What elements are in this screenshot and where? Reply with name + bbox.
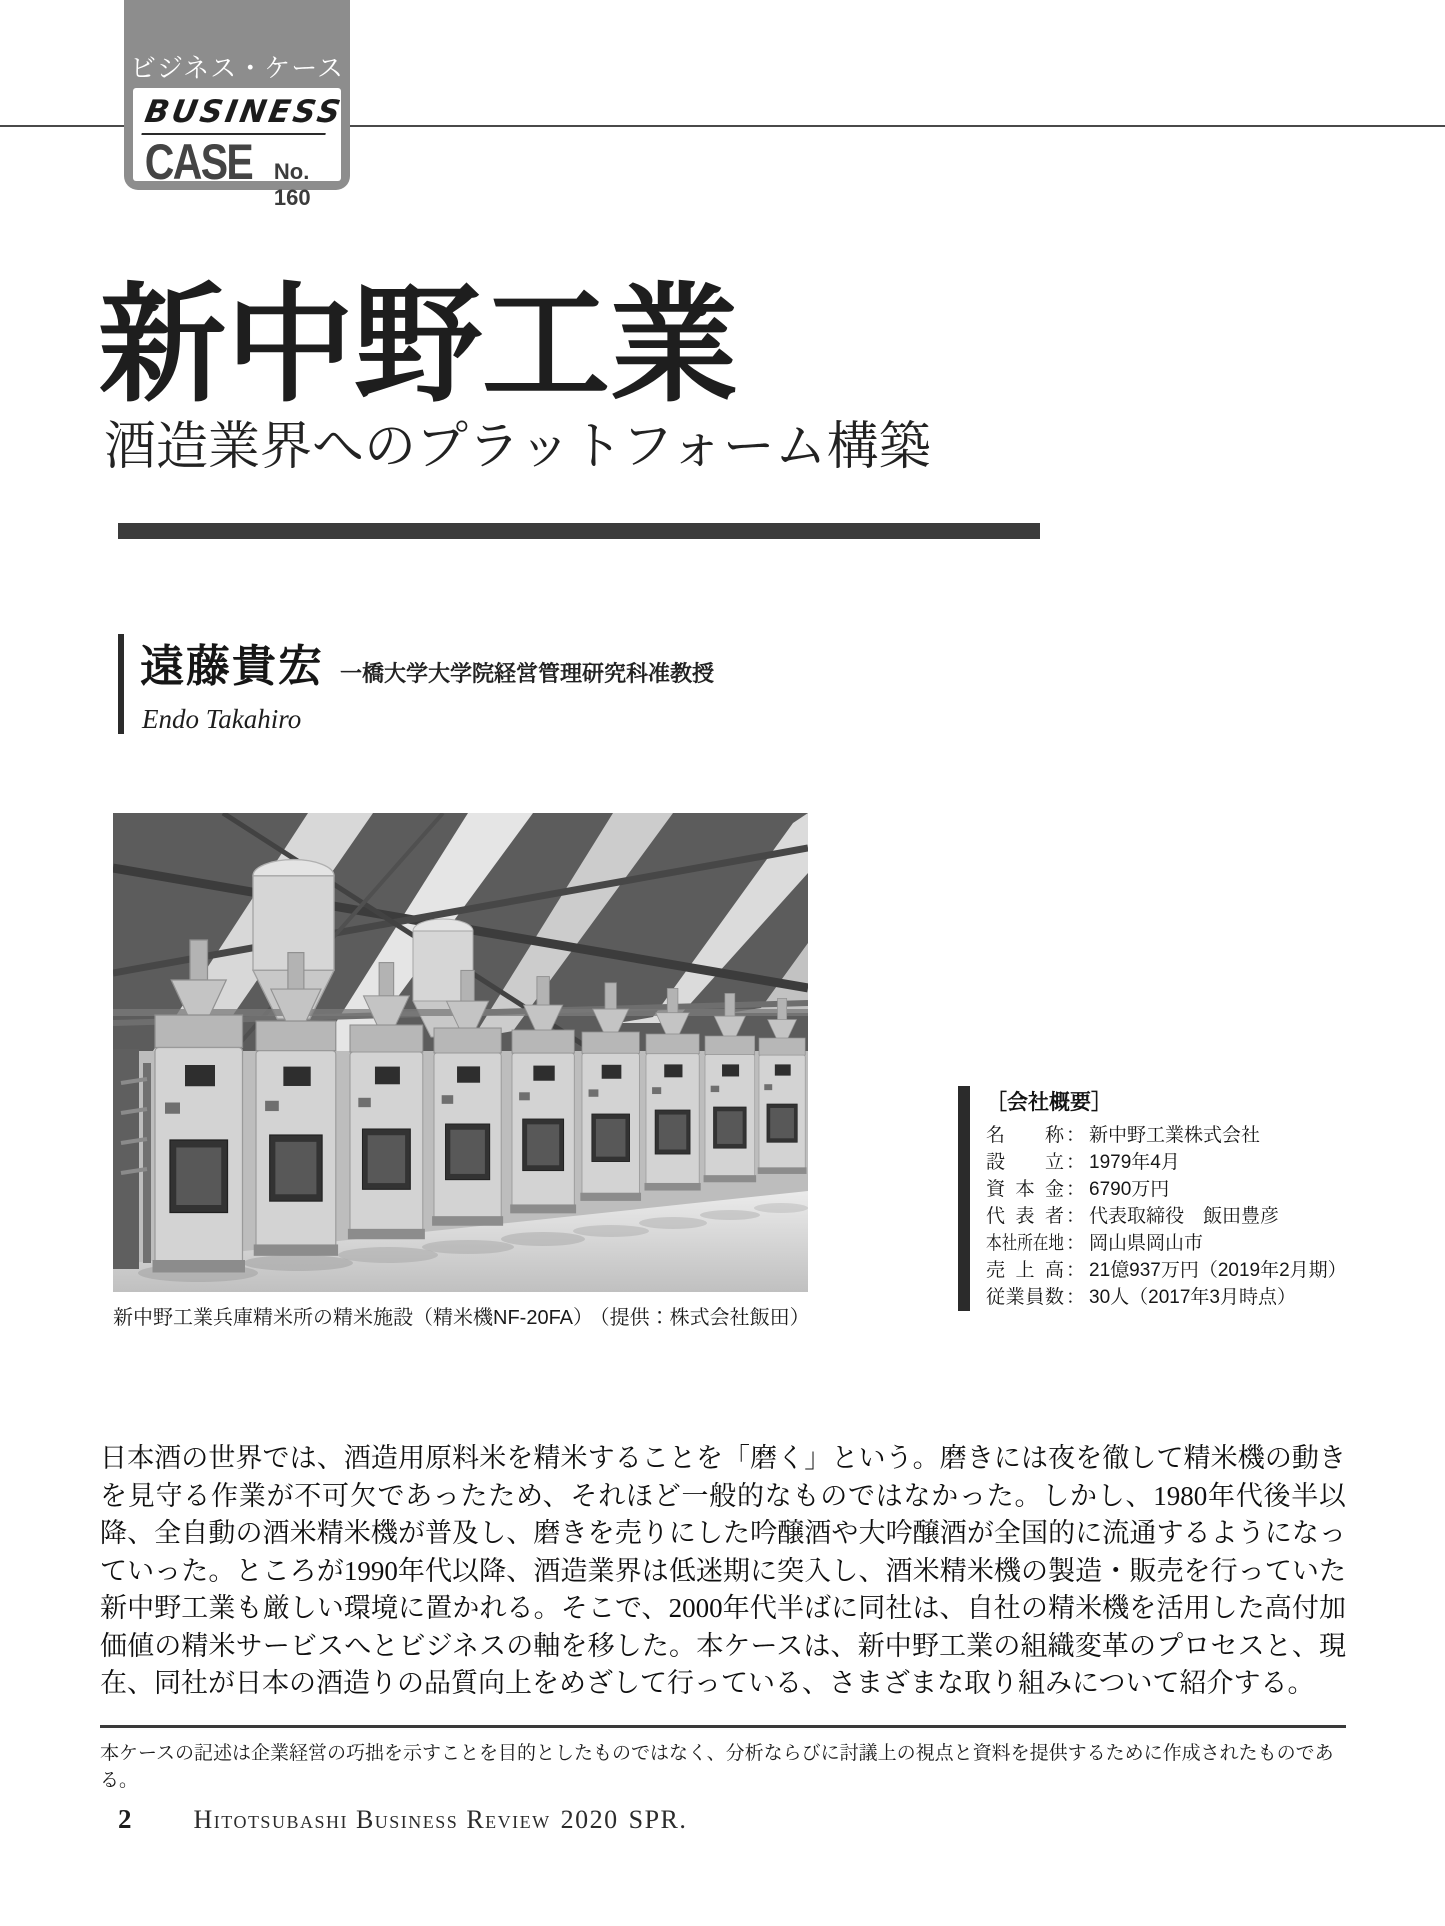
profile-row-capital: [986, 1176, 1350, 1203]
profile-colon: ：: [1066, 1152, 1086, 1173]
journal-title-line: [194, 1805, 698, 1835]
profile-row-name: [986, 1122, 1350, 1149]
badge-kicker: ビジネス・ケース: [130, 53, 344, 83]
profile-row-sales: [986, 1257, 1350, 1284]
company-profile-inner: [958, 1086, 1350, 1311]
profile-value: 30人（2017年3月時点）: [1089, 1287, 1296, 1308]
profile-row-founded: [986, 1149, 1350, 1176]
profile-value: 21億937万円（2019年2月期）: [1089, 1260, 1347, 1281]
photo-ladder: [113, 1049, 151, 1269]
profile-value: 岡山県岡山市: [1089, 1233, 1204, 1254]
journal-name: Hitotsubashi Business Review: [193, 1805, 551, 1834]
profile-label: 資本金: [986, 1179, 1064, 1200]
badge-business-script: BUSINESS: [141, 94, 332, 135]
photo-caption-row: [113, 1301, 808, 1330]
author-line: [140, 630, 818, 694]
article-subtitle: 酒造業界へのプラットフォーム構築: [104, 418, 931, 476]
journal-season: SPR.: [628, 1805, 688, 1834]
profile-label: 本社所在地: [986, 1233, 1065, 1254]
company-profile-box: [958, 1086, 1350, 1311]
footnote-text: 本ケースの記述は企業経営の巧拙を示すことを目的としたものではなく、分析ならびに討議上の視点と資料を提供するために作成されたものである。: [100, 1743, 1334, 1791]
profile-label: 売上高: [986, 1260, 1064, 1281]
page-number: 2: [118, 1804, 132, 1834]
author-name: 遠藤貴宏: [140, 642, 324, 691]
author-romanized-name: Endo Takahiro: [142, 704, 302, 734]
profile-row-employees: [986, 1284, 1350, 1311]
profile-colon: ：: [1066, 1233, 1086, 1254]
profile-value: 新中野工業株式会社: [1089, 1125, 1261, 1146]
photo-caption: 新中野工業兵庫精米所の精米施設（精米機NF-20FA）: [113, 1307, 594, 1329]
profile-row-headquarters: [986, 1230, 1350, 1257]
facility-photo: [113, 813, 808, 1292]
company-profile-heading: ［会社概要］: [986, 1091, 1112, 1114]
title-divider-bar: [118, 523, 1040, 539]
facility-photo-illustration: [113, 813, 808, 1292]
profile-label: 従業員数: [986, 1287, 1064, 1308]
profile-colon: ：: [1066, 1287, 1086, 1308]
badge-case-row: [133, 134, 341, 211]
photo-credit: （提供：株式会社飯田）: [589, 1307, 810, 1329]
profile-colon: ：: [1066, 1260, 1086, 1281]
page-footer: [118, 1804, 697, 1835]
profile-colon: ：: [1066, 1206, 1086, 1227]
profile-label: 代表者: [986, 1206, 1064, 1227]
article-title: 新中野工業: [98, 273, 739, 417]
profile-colon: ：: [1066, 1179, 1086, 1200]
badge-case-word: CASE: [144, 134, 253, 190]
author-vertical-rule: [118, 634, 124, 734]
profile-value: 代表取締役 飯田豊彦: [1089, 1206, 1280, 1227]
journal-year: 2020: [560, 1805, 619, 1834]
author-affiliation: 一橋大学大学院経営管理研究科准教授: [340, 661, 715, 686]
profile-value: 1979年4月: [1089, 1152, 1180, 1173]
profile-value: 6790万円: [1089, 1179, 1170, 1200]
badge-case-number: No. 160: [273, 159, 311, 210]
footnote-rule: [100, 1725, 1346, 1728]
profile-label: 名称: [986, 1125, 1064, 1146]
author-block: [118, 630, 818, 735]
badge-card: [133, 88, 346, 210]
lead-paragraph: 日本酒の世界では、酒造用原料米を精米することを「磨く」という。磨きには夜を徹して精米機の動きを見守る作業が不可欠であったため、それほど一般的なものではなかった。しかし、1980年代後半以降、全自動の酒米精米機が普及し、磨きを売りにした吟醸酒や大吟醸酒が全国的に流通するようになっていった。ところが1990年代以降、酒造業界は低迷期に突入し、酒米精米機の製造・販売を行っていた新中野工業も厳しい環境に置かれる。そこで、2000年代半ばに同社は、自社の精米機を活用した高付加価値の精米サービスへとビジネスの軸を移した。本ケースは、新中野工業の組織変革のプロセスと、現在、同社が日本の酒造りの品質向上をめざして行っている、さまざまな取り組みについて紹介する。: [100, 1443, 1346, 1698]
profile-row-representative: [986, 1203, 1350, 1230]
profile-label: 設立: [986, 1152, 1064, 1173]
profile-colon: ：: [1066, 1125, 1086, 1146]
business-case-badge: [124, 0, 350, 210]
